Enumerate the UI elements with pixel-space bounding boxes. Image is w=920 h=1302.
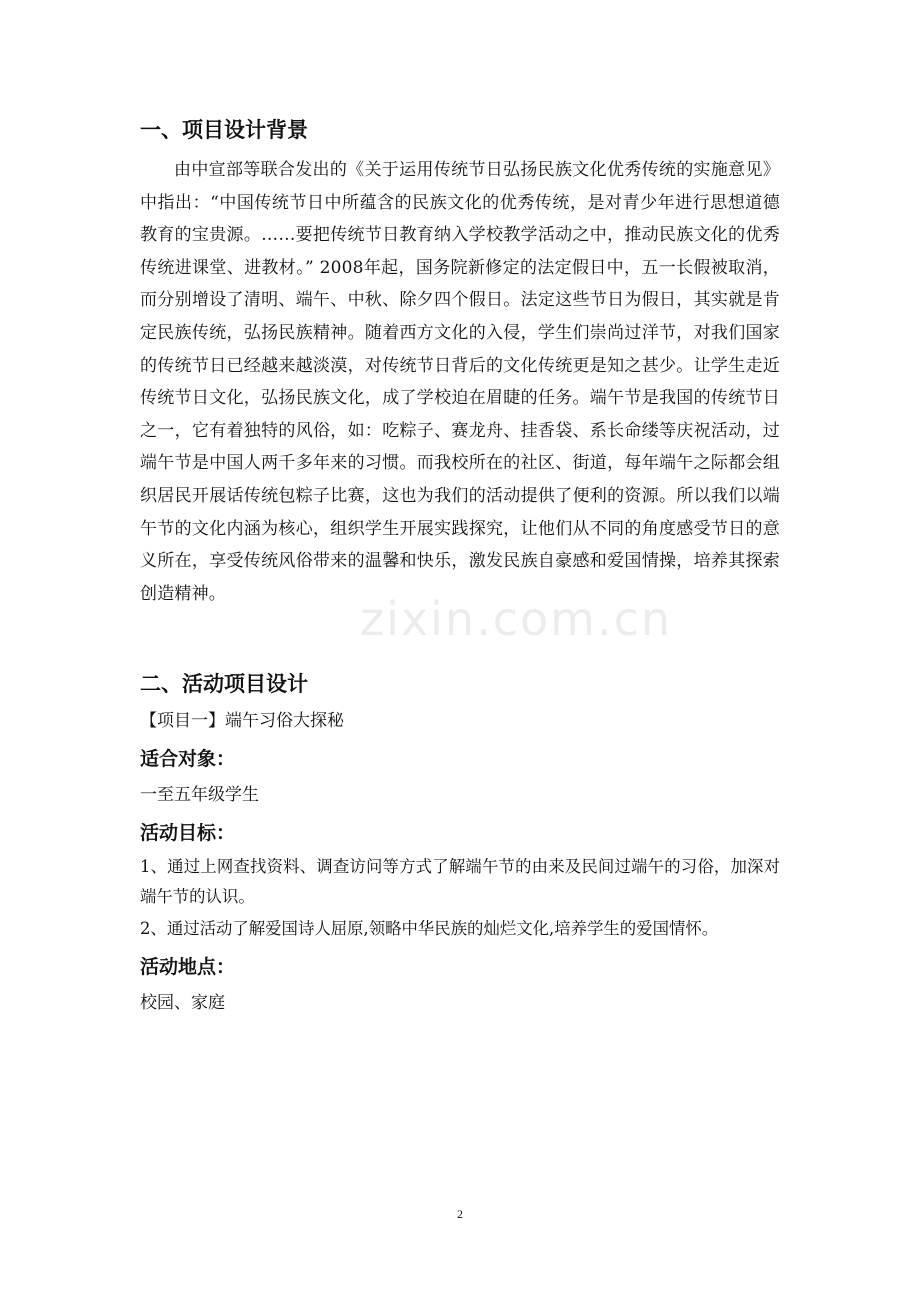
watermark: zixin.com.cn: [360, 592, 673, 646]
goal-item-2: 2、通过活动了解爱国诗人屈原,领略中华民族的灿烂文化,培养学生的爱国情怀。: [140, 919, 719, 939]
location-label: 活动地点：: [140, 956, 236, 979]
project-title: 【项目一】端午习俗大探秘: [140, 711, 344, 732]
background-paragraph: 由中宣部等联合发出的《关于运用传统节日弘扬民族文化优秀传统的实施意见》中指出：“中国传统节日中所蕴含的民族文化的优秀传统，是对青少年进行思想道德教育的宝贵源。……要把传统节日教育纳入学校教学活动之中，推动民族文化的优秀传统进课堂、进教材。” 2008年起，国务院新修定的法定假日中，五一长假被取消，而分别增设了清明、端午、中秋、除夕四个假日。法定这些节日为假日，其实就是肯定民族传统，弘扬民族精神。随着西方文化的入侵，学生们崇尚过洋节，对我们国家的传统节日已经越来越淡漠，对传统节日背后的文化传统更是知之甚少。让学生走近传统节日文化，弘扬民族文化，成了学校迫在眉睫的任务。端午节是我国的传统节日之一，它有着独特的风俗，如：吃粽子、赛龙舟、挂香袋、系长命缕等庆祝活动，过端午节是中国人两千多年来的习惯。而我校所在的社区、街道，每年端午之际都会组织居民开展话传统包粽子比赛，这也为我们的活动提供了便利的资源。所以我们以端午节的文化内涵为核心，组织学生开展实践探究，让他们从不同的角度感受节日的意义所在，享受传统风俗带来的温馨和快乐，激发民族自豪感和爱国情操，培养其探索创造精神。: [140, 160, 780, 604]
target-value: 一至五年级学生: [140, 785, 259, 806]
target-label: 适合对象：: [140, 748, 236, 771]
section-1-heading: 一、项目设计背景: [140, 118, 308, 142]
goal-label: 活动目标：: [140, 822, 236, 845]
goal-item-1: 1、通过上网查找资料、调查访问等方式了解端午节的由来及民间过端午的习俗，加深对端午节的认识。: [140, 857, 780, 907]
page-number: 2: [457, 1207, 463, 1221]
location-value: 校园、家庭: [140, 993, 225, 1014]
section-2-heading: 二、活动项目设计: [140, 672, 308, 697]
page-content: [140, 112, 780, 1018]
